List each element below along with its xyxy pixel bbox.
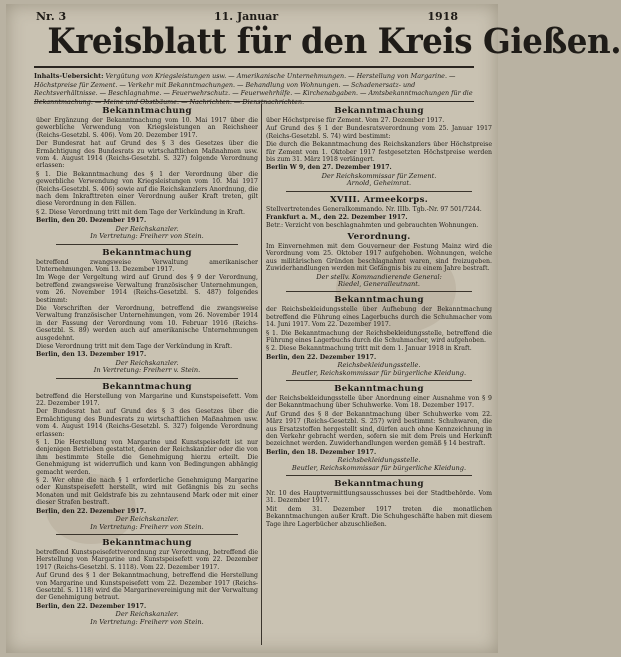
article-place-date: Berlin, den 22. Dezember 1917. [36, 602, 147, 610]
article-signature: Der Reichskommissar für Zement. [321, 171, 437, 180]
article-signature: Arnold, Geheimrat. [346, 179, 412, 188]
article-divider [56, 244, 238, 245]
article-text: § 1. Die Bekanntmachung des § 1 der Verordnung über die gewerbliche Verwendung von Kriegsleistungen vom 10. Mai 1917 (Reichs-Gesetzbl. S. 406) sowie auf die Reichskanzlers Anordnung, die nach dem Inkrafttreten einer Verordnung außer Kraft treten, gilt diese Verordnung in den Fällen. [36, 170, 258, 208]
article-subheading: Verordnung. [347, 231, 411, 242]
article-text: Der Bundesrat hat auf Grund des § 3 des Gesetzes über die Ermächtigung des Bundesrats zu wirtschaftlichen Maßnahmen usw. vom 4. August 1914 (Reichs-Gesetzbl. S. 327) folgende Verordnung erlassen: [36, 408, 258, 438]
masthead-rule [34, 66, 474, 68]
article-heading: XVIII. Armeekorps. [329, 194, 429, 205]
article-heading: Bekanntmachung [102, 537, 192, 548]
article-text: Mit dem 31. Dezember 1917 treten die monatlichen Bekanntmachungen außer Kraft. Die Schuhgeschäfte haben mit diesem Tage ihre Lagerbücher abzuschließen. [266, 505, 492, 528]
article-signature: In Vertretung: Freiherr von Stein. [90, 617, 204, 626]
article-text: Die Vorschriften der Verordnung, betreffend die zwangsweise Verwaltung französischer Unternehmungen, vom 26. November 1914 in der Fassung der Verordnung vom 10. Februar 1916 (Reichs-Gesetzbl. S. 89) werden auch auf amerikanische Unternehmungen ausgedehnt. [36, 304, 258, 342]
article-divider [286, 380, 472, 381]
article-divider [56, 534, 238, 535]
article-text: Auf Grund des § 1 der Bekanntmachung, betreffend die Herstellung von Margarine und Kunstspeisefett vom 22. Dezember 1917 (Reichs-Gesetzbl. S. 1118) wird die Margarinevereinigung mit der Verwaltung der Genehmigung betraut. [36, 572, 258, 602]
newspaper-page [6, 4, 621, 653]
article [36, 538, 258, 626]
article-intro: der Reichsbekleidungsstelle über Aufhebung der Bekanntmachung betreffend die Führung eines Lagerbuchs durch die Schuhmacher vom 14. Juni 1917. Vom 22. Dezember 1917. [266, 306, 492, 329]
toc-rule [34, 101, 474, 102]
article-text: § 2. Diese Bekanntmachung tritt mit dem 1. Januar 1918 in Kraft. [266, 345, 472, 353]
article-heading: Bekanntmachung [102, 247, 192, 258]
toc-text: Vergütung von Kriegsleistungen usw. — Amerikanische Unternehmungen. — Herstellung von Margarine. — Höchstpreise für Zement. — Verkehr mit Bekanntmachungen. — Behandlung von Wohnungen. — Schadenersatz- und Rechtsverhältnisse. — Beschlagnahme. — Feuerwehrschutz. — Feuerwehrhilfe. — Kirchenabgaben. — Amtsbekanntmachungen für die [34, 72, 473, 97]
article-heading: Bekanntmachung [102, 106, 192, 116]
article-signature: Beutler, Reichskommissar für bürgerliche Kleidung. [291, 463, 467, 472]
article-text: § 2. Diese Verordnung tritt mit dem Tage der Verkündung in Kraft. [36, 208, 246, 216]
article-divider [286, 475, 472, 476]
article [266, 479, 492, 528]
article-divider [286, 291, 472, 292]
article-heading: Bekanntmachung [334, 106, 424, 116]
article [266, 295, 492, 377]
article [36, 106, 258, 241]
article-signature: Reichsbekleidungsstelle. [337, 361, 421, 370]
article [266, 106, 492, 188]
article-place-date: Berlin, den 18. Dezember 1917. [266, 448, 377, 456]
toc-label: Inhalts-Uebersicht: [34, 72, 104, 80]
article-place-date: Berlin, den 22. Dezember 1917. [266, 353, 377, 361]
article-text: § 1. Die Bekanntmachung der Reichsbekleidungsstelle, betreffend die Führung eines Lagerbuchs durch die Schuhmacher, wird aufgehoben. [266, 329, 492, 344]
issue-number: Nr. 3 [36, 10, 67, 23]
article-intro: Stellvertretendes Generalkommando. Nr. IIIb. Tgb.-Nr. 97 501/7244. [266, 205, 482, 213]
article-signature: Der Reichskanzler. [115, 610, 179, 619]
article-heading: Bekanntmachung [102, 381, 192, 392]
article [266, 195, 492, 289]
article-signature: In Vertretung: Freiherr von Stein. [90, 232, 204, 241]
article-place-date: Frankfurt a. M., den 22. Dezember 1917. [266, 214, 408, 222]
article-text: Der Bundesrat hat auf Grund des § 3 des Gesetzes über die Ermächtigung des Bundesrats zu wirtschaftlichen Maßnahmen usw. vom 4. August 1914 (Reichs-Gesetzbl. S. 327) folgende Verordnung erlassen: [36, 140, 258, 170]
article-heading: Bekanntmachung [334, 383, 424, 394]
article-heading: Bekanntmachung [334, 479, 424, 490]
article-signature: In Vertretung: Freiherr von Stein. [90, 522, 204, 531]
article-intro: betreffend zwangsweise Verwaltung amerikanischer Unternehmungen. Vom 13. Dezember 1917. [36, 258, 258, 273]
article-signature: Der Reichskanzler. [115, 224, 179, 233]
column-separator [261, 104, 262, 645]
article-signature: Reichsbekleidungsstelle. [337, 456, 421, 465]
article-text: § 2. Wer ohne die nach § 1 erforderliche Genehmigung Margarine oder Kunstspeisefett herstellt, wird mit Gefängnis bis zu sechs Monaten und mit Geldstrafe bis zu zehntausend Mark oder mit einer dieser Strafen bestraft. [36, 477, 258, 507]
article-place-date: Berlin, den 20. Dezember 1917. [36, 217, 147, 225]
article-signature: Der Reichskanzler. [115, 515, 179, 524]
article-heading: Bekanntmachung [334, 295, 424, 306]
article-text: Betr.: Verzicht von beschlagnahmten und gebrauchten Wohnungen. [266, 222, 479, 230]
article-intro: über Höchstpreise für Zement. Vom 27. Dezember 1917. [266, 117, 445, 124]
left-column [36, 104, 258, 647]
masthead-title: Kreisblatt für den Kreis Gießen. [47, 21, 621, 62]
article-place-date: Berlin W 9, den 27. Dezember 1917. [266, 164, 392, 172]
article-place-date: Berlin, den 22. Dezember 1917. [36, 507, 147, 515]
article-signature: Riedel, Generalleutnant. [338, 279, 420, 288]
article-text: § 1. Die Herstellung von Margarine und Kunstspeisefett ist nur denjenigen Betrieben gestattet, denen der Reichskanzler oder die von ihm bestimmte Stelle die Genehmigung hierzu erteilt. Die Genehmigung ist widerruflich und kann von Bedingungen abhängig gemacht werden. [36, 439, 258, 476]
article-intro: betreffend die Herstellung von Margarine und Kunstspeisefett. Vom 22. Dezember 1917. [36, 392, 258, 407]
article [36, 382, 258, 531]
issue-year: 1918 [427, 10, 458, 23]
article-text: Im Wege der Vergeltung wird auf Grund des § 9 der Verordnung, betreffend zwangsweise Verwaltung französischer Unternehmungen, vom 26. November 1914 (Reichs-Gesetzbl. S. 487) folgendes bestimmt: [36, 274, 258, 304]
right-column [266, 104, 492, 647]
article-text: Die durch die Bekanntmachung des Reichskanzlers über Höchstpreise für Zement vom 1. Oktober 1917 festgesetzten Höchstpreise werden bis zum 31. März 1918 verlängert. [266, 141, 492, 164]
article [36, 248, 258, 375]
article-intro: der Reichsbekleidungsstelle über Anordnung einer Ausnahme von § 9 der Bekanntmachung über Schuhwerke. Vom 18. Dezember 1917. [266, 394, 492, 410]
article-text: Auf Grund des § 8 der Bekanntmachung über Schuhwerke vom 22. März 1917 (Reichs-Gesetzbl. S. 257) wird bestimmt: Schuhwaren, die aus Ersatzstoffen hergestellt sind, dürfen auch ohne Kennzeichnung in den Verkehr gebracht werden, sofern sie mit dem Preis und Herkunft bezeichnet werden. Zuwiderhandlungen werden gemäß § 14 bestraft. [266, 410, 492, 448]
article-signature: Der stellv. Kommandierende General: [316, 272, 442, 281]
article-intro: über Ergänzung der Bekanntmachung vom 10. Mai 1917 über die gewerbliche Verwendung von Kriegsleistungen an Reichsheer (Reichs-Gesetzbl. S. 406). Vom 20. Dezember 1917. [36, 117, 258, 139]
issue-date: 11. Januar [214, 10, 279, 23]
article-intro: Nr. 10 des Hauptvermittlungsausschusses bei der Stadtbehörde. Vom 31. Dezember 1917. [266, 490, 492, 505]
article-text: Auf Grund des § 1 der Bundesratsverordnung vom 25. Januar 1917 (Reichs-Gesetzbl. S. 74) wird bestimmt: [266, 125, 492, 140]
article-divider [56, 378, 238, 379]
article-signature: In Vertretung: Freiherr v. Stein. [93, 366, 201, 375]
article-divider [286, 191, 472, 192]
article [266, 384, 492, 472]
article-place-date: Berlin, den 13. Dezember 1917. [36, 351, 147, 359]
article-signature: Der Reichskanzler. [115, 358, 179, 367]
article-text: Diese Verordnung tritt mit dem Tage der Verkündung in Kraft. [36, 342, 233, 350]
article-intro: betreffend Kunstspeisefettverordnung zur Verordnung, betreffend die Herstellung von Margarine und Kunstspeisefett vom 22. Dezember 1917 (Reichs-Gesetzbl. S. 1118). Vom 22. Dezember 1917. [36, 548, 258, 571]
article-text: Im Einvernehmen mit dem Gouverneur der Festung Mainz wird die Verordnung vom 25. Oktober 1917 aufgehoben. Wohnungen, welche aus militärischen Gründen beschlagnahmt waren, sind freizugeben. Zuwiderhandlungen werden mit Gefängnis bis zu einem Jahre bestraft. [266, 242, 492, 273]
article-signature: Beutler, Reichskommissar für bürgerliche Kleidung. [291, 368, 467, 377]
